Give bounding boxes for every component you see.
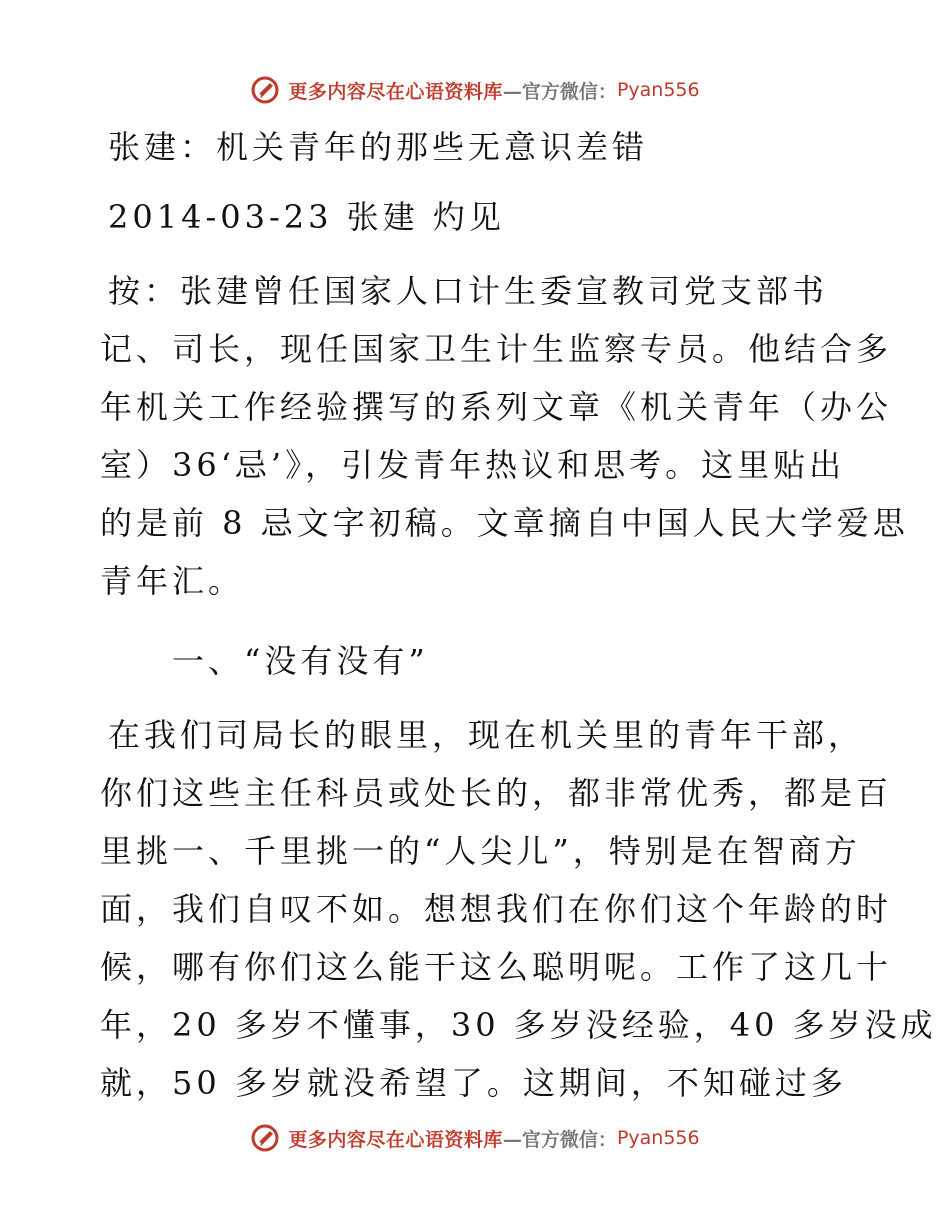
note-line: 的是前 8 忌文字初稿。文章摘自中国人民大学爱思 (100, 504, 909, 542)
article-title: 张建：机关青年的那些无意识差错 (108, 128, 649, 166)
banner-wechat-id: Pyan556 (616, 79, 700, 101)
note-line: 年机关工作经验撰写的系列文章《机关青年（办公 (100, 388, 893, 426)
article-body (100, 706, 937, 1112)
body-line: 候，哪有你们这么能干这么聪明呢。工作了这几十 (100, 948, 893, 986)
body-line: 就，50 多岁就没希望了。这期间，不知碰过多 (100, 1064, 847, 1102)
editor-note (100, 262, 909, 610)
banner-separator: —官方微信： (502, 80, 617, 103)
body-line: 面，我们自叹不如。想想我们在你们这个年龄的时 (100, 890, 893, 928)
body-line: 里挑一、千里挑一的“人尖儿”，特别是在智商方 (100, 832, 861, 870)
logo-icon (250, 1123, 280, 1153)
banner-text: 更多内容尽在心语资料库 (288, 80, 503, 103)
body-line: 你们这些主任科员或处长的，都非常优秀，都是百 (100, 774, 893, 812)
banner-wechat-id: Pyan556 (616, 1127, 700, 1149)
section-heading: 一、“没有没有” (172, 642, 429, 680)
note-line: 青年汇。 (100, 562, 245, 600)
header-banner (0, 70, 950, 110)
banner-text: 更多内容尽在心语资料库 (288, 1128, 503, 1151)
footer-banner (0, 1118, 950, 1158)
note-line: 室）36‘忌’》，引发青年热议和思考。这里贴出 (100, 446, 846, 484)
article-meta (108, 188, 868, 246)
note-line: 记、司长，现任国家卫生计生监察专员。他结合多 (100, 330, 893, 368)
article-author: 张建 (346, 198, 419, 236)
logo-icon (250, 75, 280, 105)
article-source: 灼见 (432, 198, 505, 236)
banner-separator: —官方微信： (502, 1128, 617, 1151)
article-date: 2014-03-23 (108, 198, 333, 236)
note-line: 按：张建曾任国家人口计生委宣教司党支部书 (108, 272, 829, 310)
body-line: 年，20 多岁不懂事，30 多岁没经验，40 多岁没成 (100, 1006, 937, 1044)
body-line: 在我们司局长的眼里，现在机关里的青年干部， (108, 716, 865, 754)
